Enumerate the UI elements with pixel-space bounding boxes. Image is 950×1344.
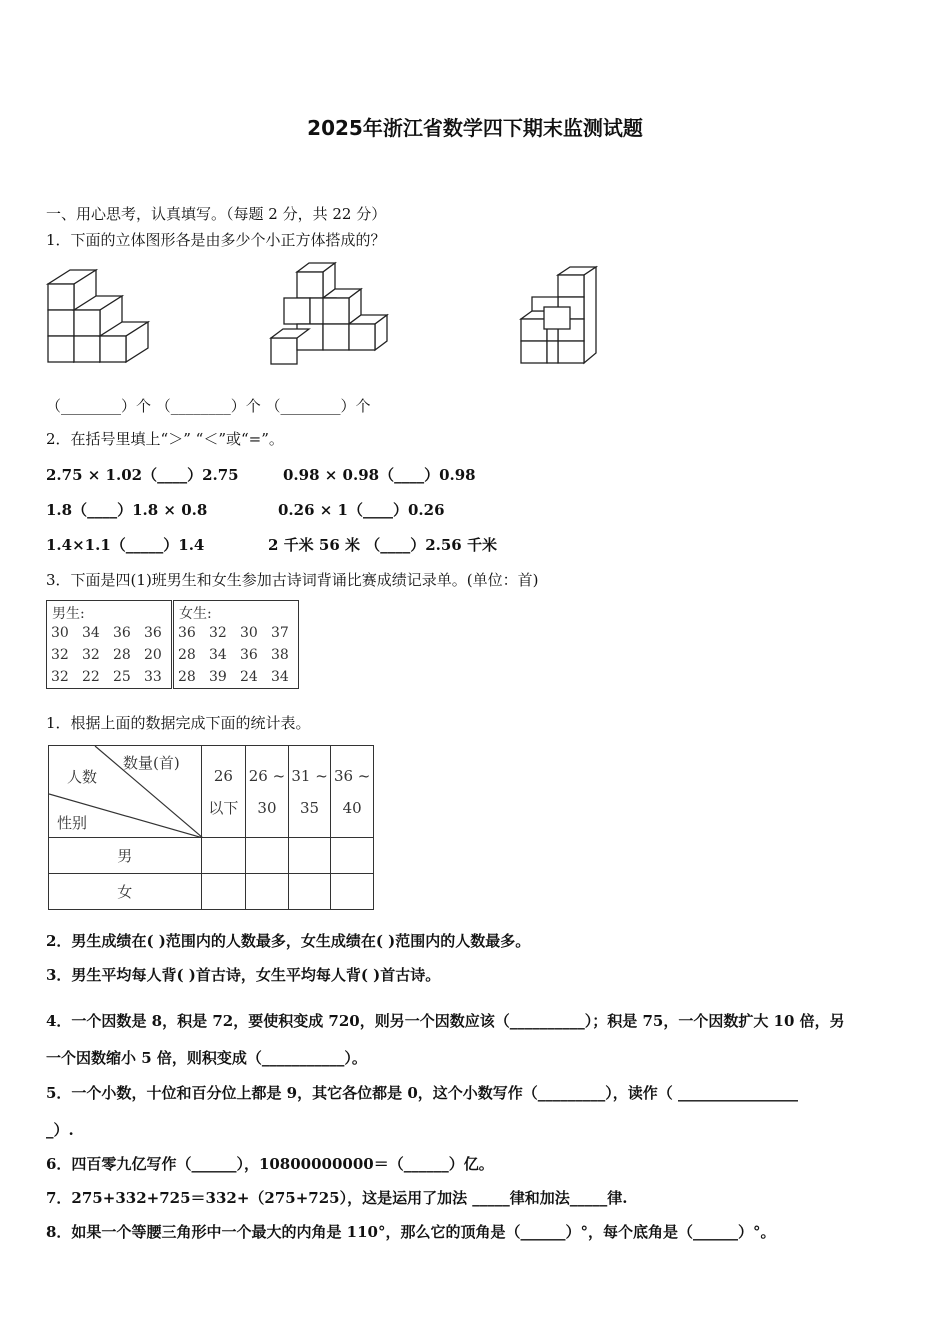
score-value: 36 <box>144 625 162 641</box>
row-label-boys: 男 <box>49 838 202 874</box>
girls-label: 女生: <box>179 606 212 622</box>
score-record-girls <box>173 600 299 689</box>
question-8: 8．如果一个等腰三角形中一个最大的内角是 110°，那么它的顶角是（______）°，每个底角是（______）°。 <box>46 1223 776 1241</box>
question-2: 2．在括号里填上“＞” “＜”或“=”。 <box>46 430 284 448</box>
range-header: 31 ~ 35 <box>288 746 331 838</box>
answer-cell[interactable] <box>288 874 331 910</box>
score-value: 24 <box>240 669 258 685</box>
score-record-boys <box>46 600 172 689</box>
diagonal-header-cell <box>49 746 202 838</box>
answer-cell[interactable] <box>331 874 374 910</box>
answer-cell[interactable] <box>288 838 331 874</box>
answer-cell[interactable] <box>331 838 374 874</box>
question-3: 3．下面是四(1)班男生和女生参加古诗词背诵比赛成绩记录单。(单位：首) <box>46 571 539 589</box>
question-1: 1．下面的立体图形各是由多少个小正方体搭成的？ <box>46 231 386 249</box>
answer-cell[interactable] <box>246 874 289 910</box>
question-5-line-2: _）. <box>46 1121 74 1139</box>
score-value: 39 <box>209 669 227 685</box>
compare-item: 0.26 × 1（____）0.26 <box>278 501 445 519</box>
score-value: 25 <box>113 669 131 685</box>
answer-cell[interactable] <box>201 838 246 874</box>
question-7: 7．275+332+725＝332+（275+725），这是运用了加法 _____律和加法_____律. <box>46 1189 628 1207</box>
cube-figure-1 <box>45 264 155 370</box>
score-value: 20 <box>144 647 162 663</box>
question-6: 6．四百零九亿写作（______），10800000000＝（______）亿。 <box>46 1155 494 1173</box>
score-value: 36 <box>113 625 131 641</box>
score-value: 34 <box>209 647 227 663</box>
score-value: 22 <box>82 669 100 685</box>
diag-label-gender: 性别 <box>57 814 88 832</box>
score-value: 33 <box>144 669 162 685</box>
score-value: 32 <box>51 669 69 685</box>
score-value: 36 <box>178 625 196 641</box>
score-value: 32 <box>51 647 69 663</box>
statistics-table <box>48 745 374 909</box>
score-value: 36 <box>240 647 258 663</box>
score-value: 30 <box>51 625 69 641</box>
diag-label-count: 人数 <box>67 768 98 786</box>
section-heading: 一、用心思考，认真填写。（每题 2 分，共 22 分） <box>46 205 387 223</box>
question-4-line-2: 一个因数缩小 5 倍，则积变成（___________）。 <box>46 1049 367 1067</box>
compare-item: 2 千米 56 米 （____）2.56 千米 <box>268 536 497 554</box>
compare-item: 1.4×1.1（_____）1.4 <box>46 536 205 554</box>
score-value: 28 <box>178 647 196 663</box>
compare-item: 1.8（____）1.8 × 0.8 <box>46 501 208 519</box>
cube-figure-2 <box>268 258 390 370</box>
answer-cell[interactable] <box>246 838 289 874</box>
score-value: 37 <box>271 625 289 641</box>
score-value: 34 <box>82 625 100 641</box>
range-header: 26 ~ 30 <box>246 746 289 838</box>
row-label-girls: 女 <box>49 874 202 910</box>
score-value: 28 <box>178 669 196 685</box>
score-value: 32 <box>82 647 100 663</box>
score-value: 30 <box>240 625 258 641</box>
boys-label: 男生: <box>52 606 85 622</box>
cube-figure-3 <box>518 265 602 369</box>
question-1-answer-blanks: （________）个 （________）个 （________）个 <box>46 397 371 415</box>
question-5-line-1: 5．一个小数，十位和百分位上都是 9，其它各位都是 0，这个小数写作（_________），读作（ ________________ <box>46 1084 798 1102</box>
compare-item: 2.75 × 1.02（____）2.75 <box>46 466 239 484</box>
page-title: 2025年浙江省数学四下期末监测试题 <box>307 116 643 140</box>
answer-cell[interactable] <box>201 874 246 910</box>
range-header: 26 以下 <box>201 746 246 838</box>
question-3-2: 2．男生成绩在( )范围内的人数最多，女生成绩在( )范围内的人数最多。 <box>46 932 531 950</box>
question-3-3: 3．男生平均每人背( )首古诗，女生平均每人背( )首古诗。 <box>46 966 441 984</box>
score-value: 34 <box>271 669 289 685</box>
compare-item: 0.98 × 0.98（____）0.98 <box>283 466 476 484</box>
question-3-1: 1．根据上面的数据完成下面的统计表。 <box>46 714 311 732</box>
range-header: 36 ~ 40 <box>331 746 374 838</box>
diag-label-quantity: 数量(首) <box>123 754 180 772</box>
score-value: 28 <box>113 647 131 663</box>
score-value: 32 <box>209 625 227 641</box>
question-4-line-1: 4．一个因数是 8，积是 72，要使积变成 720，则另一个因数应该（__________）；积是 75，一个因数扩大 10 倍，另 <box>46 1012 845 1030</box>
score-value: 38 <box>271 647 289 663</box>
